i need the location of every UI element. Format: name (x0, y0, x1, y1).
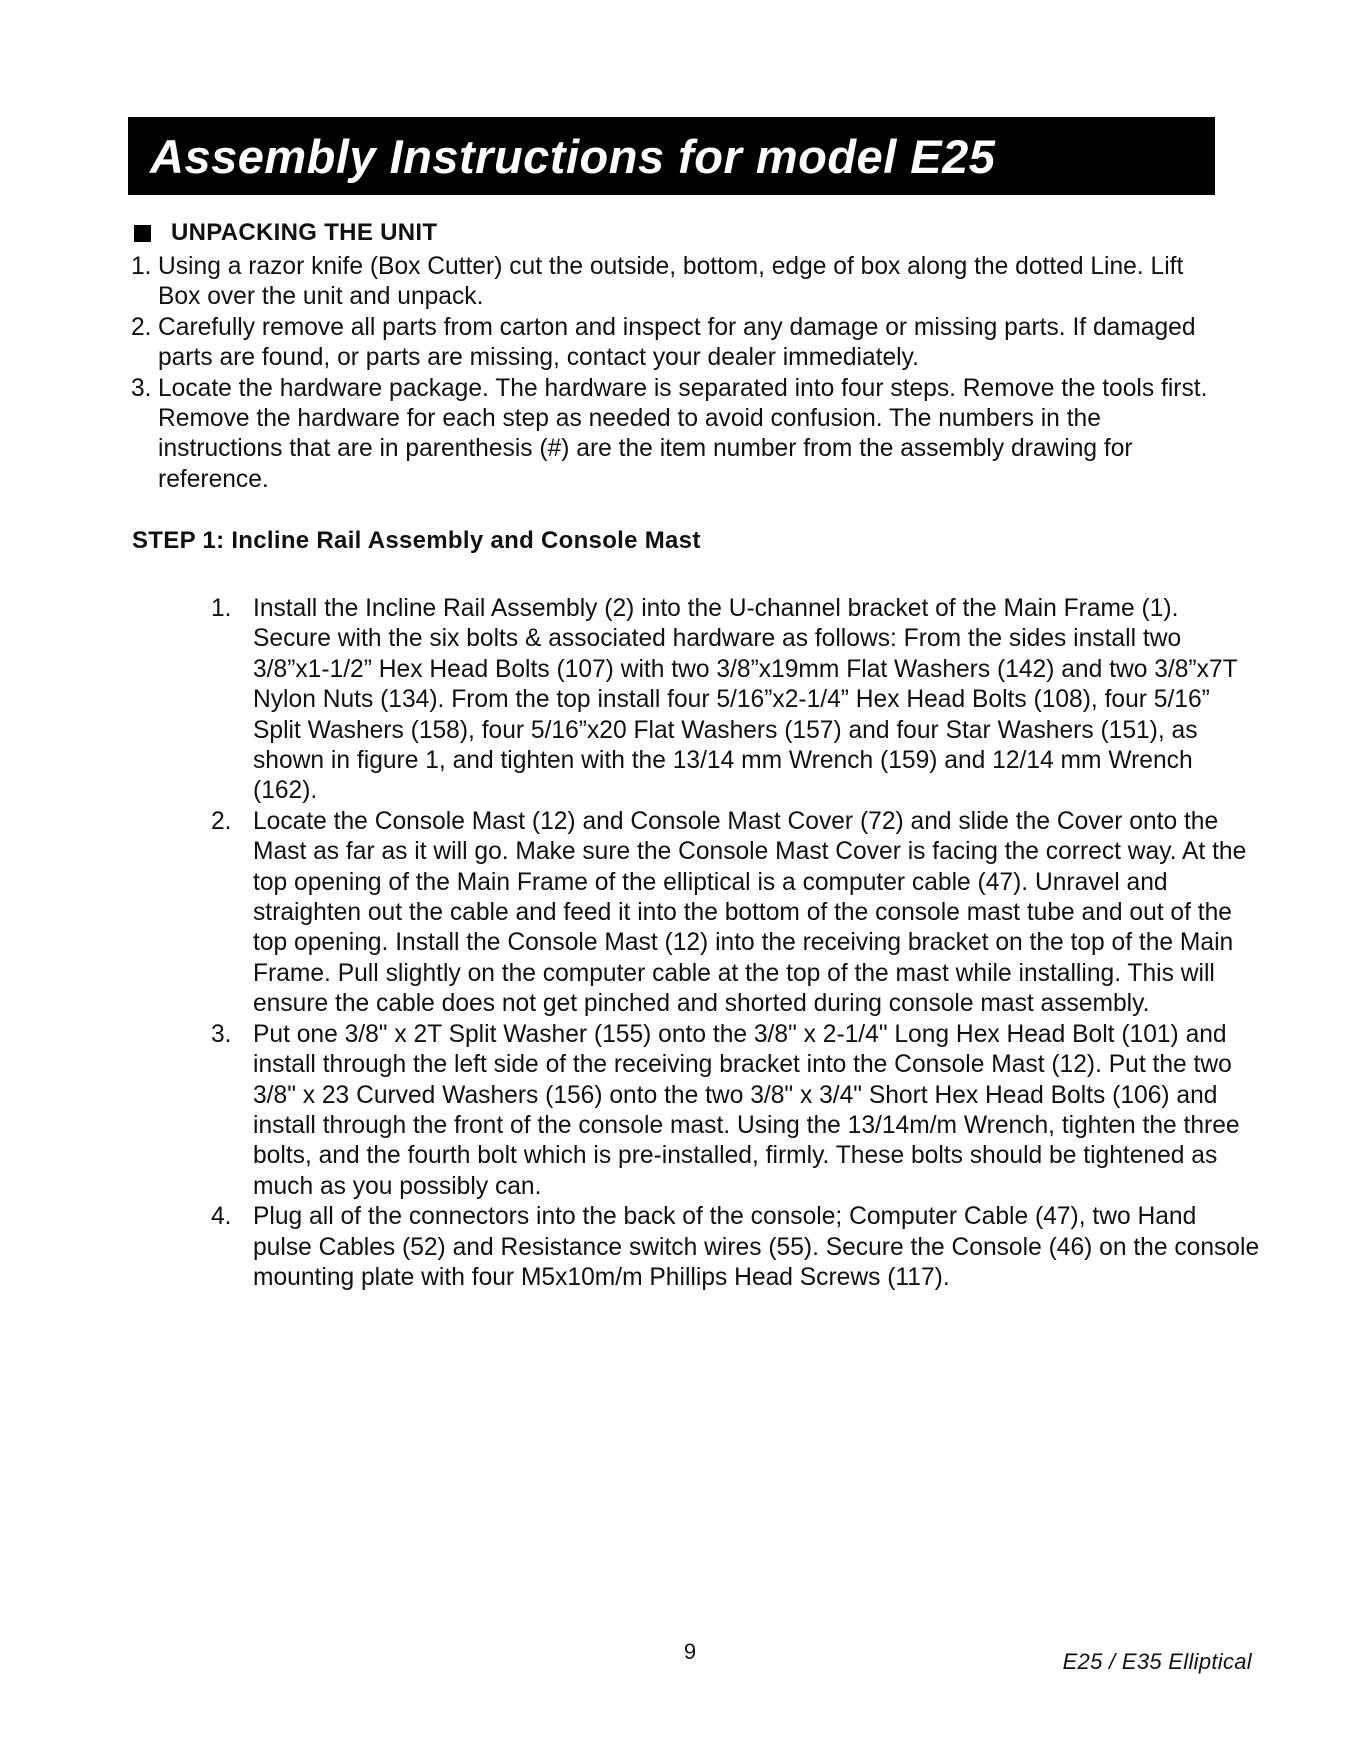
list-item (211, 1202, 1261, 1293)
list-item (211, 807, 1261, 1020)
list-item-text: Plug all of the connectors into the back of the console; Computer Cable (47), two Hand pulse Cables (52) and Resistance switch wires (55). Secure the Console (46) on the console mounting plate with four M5x10m/m Phillips Head Screws (117). (253, 1203, 1260, 1291)
list-item (211, 1020, 1261, 1202)
page-number: 9 (683, 1639, 697, 1664)
list-item (131, 374, 1231, 496)
page-title: Assembly Instructions for model E25 (150, 129, 996, 183)
list-item-number: 4. (211, 1203, 232, 1231)
list-item-text: Using a razor knife (Box Cutter) cut the outside, bottom, edge of box along the dotted Line. Lift Box over the unit and unpack. (158, 253, 1184, 311)
unpacking-heading-text: UNPACKING THE UNIT (171, 219, 438, 246)
list-item-text: Carefully remove all parts from carton and inspect for any damage or missing parts. If damaged parts are found, or parts are missing, contact your dealer immediately. (158, 313, 1196, 372)
footer-model-name: E25 / E35 Elliptical (1062, 1649, 1252, 1674)
list-item-number: 3. (131, 374, 152, 402)
unpacking-list (131, 252, 1231, 495)
step1-list (211, 594, 1261, 1293)
list-item-number: 2. (131, 313, 152, 341)
list-item-number: 1. (211, 595, 232, 622)
list-item-text: Locate the Console Mast (12) and Console Mast Cover (72) and slide the Cover onto the Mast as far as it will go. Make sure the Console Mast Cover is facing the correct way. At the top opening of the Main Frame of the elliptical is a computer cable (47). Unravel and straighten out the cable and feed it into the bottom of the console mast tube and out of the top opening. Install the Console Mast (12) into the receiving bracket on the top of the Main Frame. Pull slightly on the computer cable at the top of the mast while installing. This will ensure the cable does not get pinched and shorted during console mast assembly. (253, 807, 1247, 1018)
list-item-number: 3. (211, 1020, 232, 1048)
list-item-text: Put one 3/8" x 2T Split Washer (155) onto the 3/8" x 2-1/4" Long Hex Head Bolt (101) and install through the left side of the receiving bracket into the Console Mast (12). Put the two 3/8" x 23 Curved Washers (156) onto the two 3/8" x 3/4" Short Hex Head Bolts (106) and install through the front of the console mast. Using the 13/14m/m Wrench, tighten the three bolts, and the fourth bolt which is pre-installed, firmly. These bolts should be tightened as much as you possibly can. (253, 1020, 1240, 1200)
list-item-text: Install the Incline Rail Assembly (2) into the U-channel bracket of the Main Frame (1). Secure with the six bolts & associated hardware as follows: From the sides install two 3/8”x1-1/2” Hex Head Bolts (107) with two 3/8”x19mm Flat Washers (142) and two 3/8”x7T Nylon Nuts (134). From the top install four 5/16”x2-1/4” Hex Head Bolts (108), four 5/16” Split Washers (158), four 5/16”x20 Flat Washers (157) and four Star Washers (151), as shown in figure 1, and tighten with the 13/14 mm Wrench (159) and 12/14 mm Wrench (162). (253, 595, 1238, 805)
list-item (131, 252, 1231, 313)
list-item (211, 594, 1261, 807)
square-bullet-icon (134, 225, 151, 242)
list-item (131, 313, 1231, 374)
unpacking-heading (134, 218, 437, 248)
list-item-number: 2. (211, 807, 232, 835)
title-banner (128, 117, 1215, 195)
list-item-text: Locate the hardware package. The hardware is separated into four steps. Remove the tools first. Remove the hardware for each step as needed to avoid confusion. The numbers in the instructions that are in parenthesis (#) are the item number from the assembly drawing for reference. (158, 374, 1208, 493)
step1-heading: STEP 1: Incline Rail Assembly and Console Mast (132, 527, 701, 554)
list-item-number: 1. (131, 253, 152, 280)
